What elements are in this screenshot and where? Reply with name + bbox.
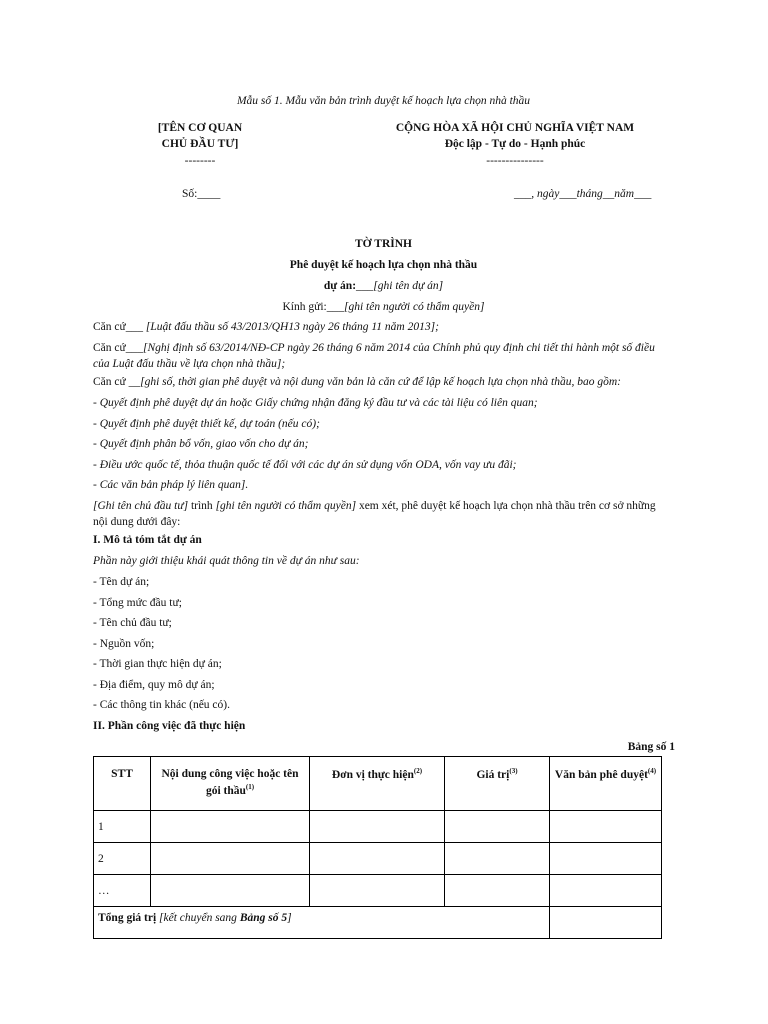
recipient-label: Kính gửi: <box>282 301 327 313</box>
header-text: Nội dung công việc hoặc tên gói thầu <box>161 768 299 797</box>
project-blank: ___ <box>356 280 374 292</box>
table-row <box>94 843 662 875</box>
footnote-mark: (3) <box>509 767 518 775</box>
project-info-item: - Thời gian thực hiện dự án; <box>93 658 222 670</box>
total-note: [kết chuyển sang <box>159 912 240 924</box>
agency-line-2: CHỦ ĐẦU TƯ] <box>161 137 239 150</box>
legal-basis-lead: Căn cứ___ <box>93 342 143 354</box>
table-cell <box>550 811 662 843</box>
project-info-item: - Các thông tin khác (nếu có). <box>93 699 230 711</box>
row-number: 2 <box>94 843 151 875</box>
table-cell <box>445 843 550 875</box>
recipient-value: ___[ghi tên người có thẩm quyền] <box>326 301 485 313</box>
total-label: Tổng giá trị <box>98 912 160 924</box>
header-value <box>445 757 550 811</box>
completed-work-table <box>93 756 662 939</box>
table-header-row <box>94 757 662 811</box>
agency-divider: -------- <box>184 155 216 167</box>
investor-placeholder: [Ghi tên chủ đầu tư] <box>93 500 189 512</box>
legal-basis-2 <box>93 341 668 372</box>
table-cell <box>445 875 550 907</box>
legal-item: - Các văn bản pháp lý liên quan]. <box>93 479 249 491</box>
legal-item: - Điều ước quốc tế, thỏa thuận quốc tế đối với các dự án sử dụng vốn ODA, vốn vay ưu đãi; <box>93 459 517 471</box>
table-cell <box>151 811 310 843</box>
document-number: Số:____ <box>182 188 221 200</box>
intro-paragraph <box>93 499 668 530</box>
section-2-heading: II. Phần công việc đã thực hiện <box>93 720 246 732</box>
header-unit <box>310 757 445 811</box>
table-cell <box>550 843 662 875</box>
document-title: TỜ TRÌNH <box>355 238 412 250</box>
project-label: dự án: <box>323 280 357 292</box>
header-stt <box>94 757 151 811</box>
total-note-ref: Bảng số 5 <box>239 912 288 924</box>
table-cell <box>310 811 445 843</box>
legal-basis-text: [Nghị định số 63/2014/NĐ-CP ngày 26 tháng 6 năm 2014 của Chính phủ quy định chi tiết thi hành một số điều của Luật đấu thầu về lựa chọn nhà thầu]; <box>93 342 655 370</box>
legal-basis-lead: Căn cứ __ <box>93 376 141 388</box>
table-total-row <box>94 907 662 939</box>
header-text: Giá trị <box>476 768 510 781</box>
footnote-mark: (2) <box>413 767 423 775</box>
section-1-heading: I. Mô tả tóm tắt dự án <box>93 534 202 546</box>
project-info-item: - Địa điểm, quy mô dự án; <box>93 679 215 691</box>
table-label: Bảng số 1 <box>627 741 675 753</box>
authority-placeholder: [ghi tên người có thẩm quyền] <box>215 500 357 512</box>
header-text: Văn bản phê duyệt <box>554 768 648 781</box>
table-row <box>94 875 662 907</box>
document-subtitle: Phê duyệt kế hoạch lựa chọn nhà thầu <box>289 259 478 271</box>
header-text: Đơn vị thực hiện <box>331 768 414 781</box>
footnote-mark: (4) <box>647 767 657 775</box>
project-info-item: - Tên chủ đầu tư; <box>93 617 172 629</box>
recipient-line <box>93 300 674 316</box>
agency-line-1: [TÊN CƠ QUAN <box>157 122 243 134</box>
legal-basis-text: [ghi số, thời gian phê duyệt và nội dung văn bản là căn cứ để lập kế hoạch lựa chọn nhà thầu, bao gồm: <box>140 376 621 388</box>
project-info-item: - Tổng mức đầu tư; <box>93 597 182 609</box>
project-value: [ghi tên dự án] <box>373 280 444 292</box>
total-value-cell <box>550 907 662 939</box>
table-cell <box>151 875 310 907</box>
document-date: ___, ngày___tháng__năm___ <box>514 188 652 200</box>
legal-basis-text: [Luật đấu thầu số 43/2013/QH13 ngày 26 tháng 11 năm 2013]; <box>145 321 439 333</box>
table-cell <box>310 843 445 875</box>
project-info-item: - Tên dự án; <box>93 576 150 588</box>
legal-basis-lead: Căn cứ___ <box>93 321 146 333</box>
row-number: 1 <box>94 811 151 843</box>
project-line <box>93 279 674 295</box>
country-name: CỘNG HÒA XÃ HỘI CHỦ NGHĨA VIỆT NAM <box>395 122 635 134</box>
intro-text: xem xét, phê duyệt kế hoạch lựa chọn nhà thầu trên cơ sở những nội dung dưới đây: <box>93 500 656 528</box>
project-info-item: - Nguồn vốn; <box>93 638 155 650</box>
intro-text: trình <box>188 500 216 512</box>
section-1-note: Phần này giới thiệu khái quát thông tin về dự án như sau: <box>93 555 360 567</box>
motto-divider: --------------- <box>486 155 544 167</box>
header-text: STT <box>111 768 133 780</box>
legal-item: - Quyết định phân bổ vốn, giao vốn cho dự án; <box>93 438 309 450</box>
total-label-cell <box>94 907 550 939</box>
header-approval <box>550 757 662 811</box>
row-number: … <box>94 875 151 907</box>
header-content <box>151 757 310 811</box>
table-cell <box>550 875 662 907</box>
legal-item: - Quyết định phê duyệt dự án hoặc Giấy chứng nhận đăng ký đầu tư và các tài liệu có liên quan; <box>93 397 538 409</box>
table-cell <box>445 811 550 843</box>
motto: Độc lập - Tự do - Hạnh phúc <box>444 137 586 150</box>
legal-basis-3 <box>93 375 668 391</box>
agency-name <box>130 121 270 152</box>
total-note: ] <box>287 912 292 924</box>
table-cell <box>310 875 445 907</box>
footnote-mark: (1) <box>245 782 255 791</box>
legal-item: - Quyết định phê duyệt thiết kế, dự toán (nếu có); <box>93 418 320 430</box>
table-row <box>94 811 662 843</box>
table-cell <box>151 843 310 875</box>
country-header <box>340 121 690 152</box>
form-caption: Mẫu số 1. Mẫu văn bản trình duyệt kế hoạch lựa chọn nhà thầu <box>236 95 531 107</box>
legal-basis-1 <box>93 320 668 336</box>
